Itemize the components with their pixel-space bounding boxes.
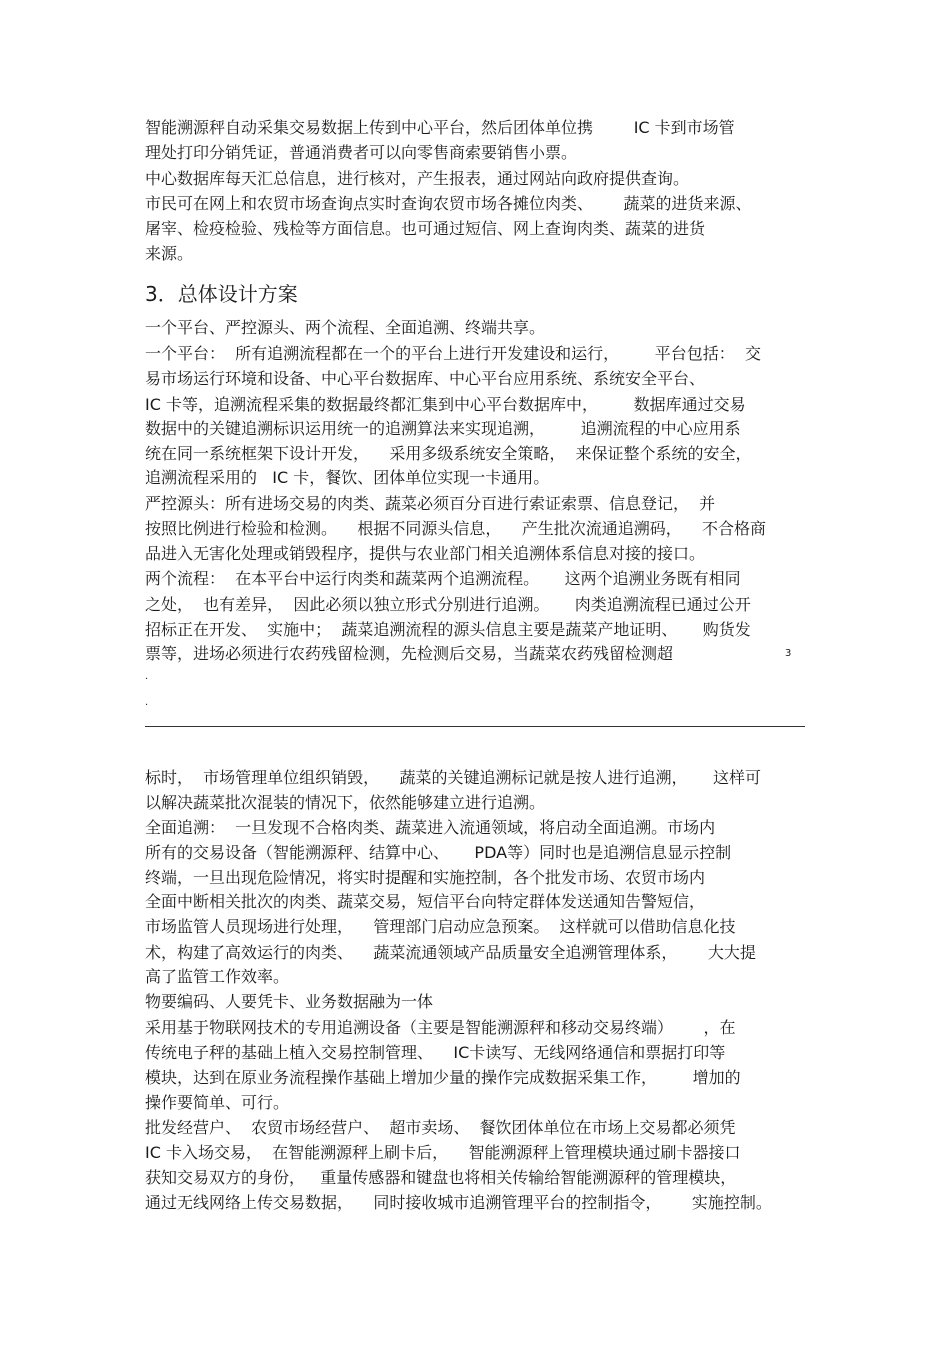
text-line: 按照比例进行检验和检测。 根据不同源头信息， 产生批次流通追溯码， 不合格商 [145,519,767,538]
text-line: 通过无线网络上传交易数据， 同时接收城市追溯管理平台的控制指令， 实施控制。 [145,1193,772,1212]
text-line: 传统电子秤的基础上植入交易控制管理、 IC卡读写、无线网络通信和票据打印等 [145,1043,726,1062]
text-line: 模块，达到在原业务流程操作基础上增加少量的操作完成数据采集工作， 增加的 [145,1068,741,1087]
text-line: IC 卡等，追溯流程采集的数据最终都汇集到中心平台数据库中， 数据库通过交易 [145,395,746,414]
text-line: 严控源头：所有进场交易的肉类、蔬菜必须百分百进行索证索票、信息登记， 并 [145,494,716,513]
text-line: 终端，一旦出现危险情况，将实时提醒和实施控制，各个批发市场、农贸市场内 [145,868,706,887]
text-line: 数据中的关键追溯标识运用统一的追溯算法来实现追溯， 追溯流程的中心应用系 [145,419,741,438]
text-line: 采用基于物联网技术的专用追溯设备（主要是智能溯源秤和移动交易终端） ，在 [145,1018,736,1037]
text-line: 理处打印分销凭证，普通消费者可以向零售商索要销售小票。 [145,143,578,162]
text-line: 物要编码、人要凭卡、业务数据融为一体 [145,992,434,1011]
page-divider [145,726,805,727]
page-number: 3 [785,648,792,659]
text-line: 操作要简单、可行。 [145,1093,290,1112]
text-line: 一个平台、严控源头、两个流程、全面追溯、终端共享。 [145,318,546,337]
text-line: 市民可在网上和农贸市场查询点实时查询农贸市场各摊位肉类、 蔬菜的进货来源、 [145,194,752,213]
text-line: 术，构建了高效运行的肉类、 蔬菜流通领域产品质量安全追溯管理体系， 大大提 [145,943,756,962]
text-line: 获知交易双方的身份， 重量传感器和键盘也将相关传输给智能溯源秤的管理模块， [145,1168,737,1187]
text-line: 中心数据库每天汇总信息，进行核对，产生报表，通过网站向政府提供查询。 [145,169,690,188]
text-line: 票等，进场必须进行农药残留检测，先检测后交易，当蔬菜农药残留检测超 [145,644,674,663]
text-line: 所有的交易设备（智能溯源秤、结算中心、 PDA等）同时也是追溯信息显示控制 [145,843,732,862]
text-line: IC 卡入场交易， 在智能溯源秤上刷卡后， 智能溯源秤上管理模块通过刷卡器接口 [145,1143,741,1162]
text-line: 两个流程： 在本平台中运行肉类和蔬菜两个追溯流程。 这两个追溯业务既有相同 [145,569,741,588]
text-line: 屠宰、检疫检验、残检等方面信息。也可通过短信、网上查询肉类、蔬菜的进货 [145,219,706,238]
section-heading: 3．总体设计方案 [145,282,298,306]
text-line: 市场监管人员现场进行处理， 管理部门启动应急预案。 这样就可以借助信息化技 [145,917,736,936]
text-line: 全面中断相关批次的肉类、蔬菜交易，短信平台向特定群体发送通知告警短信， [145,892,706,911]
text-line: 招标正在开发、 实施中； 蔬菜追溯流程的源头信息主要是蔬菜产地证明、 购货发 [145,620,751,639]
text-line: 标时， 市场管理单位组织销毁， 蔬菜的关键追溯标记就是按人进行追溯， 这样可 [145,768,761,787]
text-line: 批发经营户、 农贸市场经营户、 超市卖场、 餐饮团体单位在市场上交易都必须凭 [145,1118,736,1137]
page-marker: . [145,671,149,682]
text-line: 品进入无害化处理或销毁程序，提供与农业部门相关追溯体系信息对接的接口。 [145,544,706,563]
text-line: 以解决蔬菜批次混装的情况下，依然能够建立进行追溯。 [145,793,546,812]
page-marker: . [145,697,149,708]
text-line: 一个平台： 所有追溯流程都在一个的平台上进行开发建设和运行， 平台包括： 交 [145,344,761,363]
text-line: 易市场运行环境和设备、中心平台数据库、中心平台应用系统、系统安全平台、 [145,369,706,388]
text-line: 智能溯源秤自动采集交易数据上传到中心平台，然后团体单位携 IC 卡到市场管 [145,118,735,137]
text-line: 统在同一系统框架下设计开发， 采用多级系统安全策略， 来保证整个系统的安全， [145,444,752,463]
text-line: 高了监管工作效率。 [145,967,290,986]
text-line: 之处， 也有差异， 因此必须以独立形式分别进行追溯。 肉类追溯流程已通过公开 [145,595,751,614]
text-line: 追溯流程采用的 IC 卡，餐饮、团体单位实现一卡通用。 [145,468,550,487]
text-line: 全面追溯： 一旦发现不合格肉类、蔬菜进入流通领域，将启动全面追溯。市场内 [145,818,716,837]
text-line: 来源。 [145,244,194,263]
